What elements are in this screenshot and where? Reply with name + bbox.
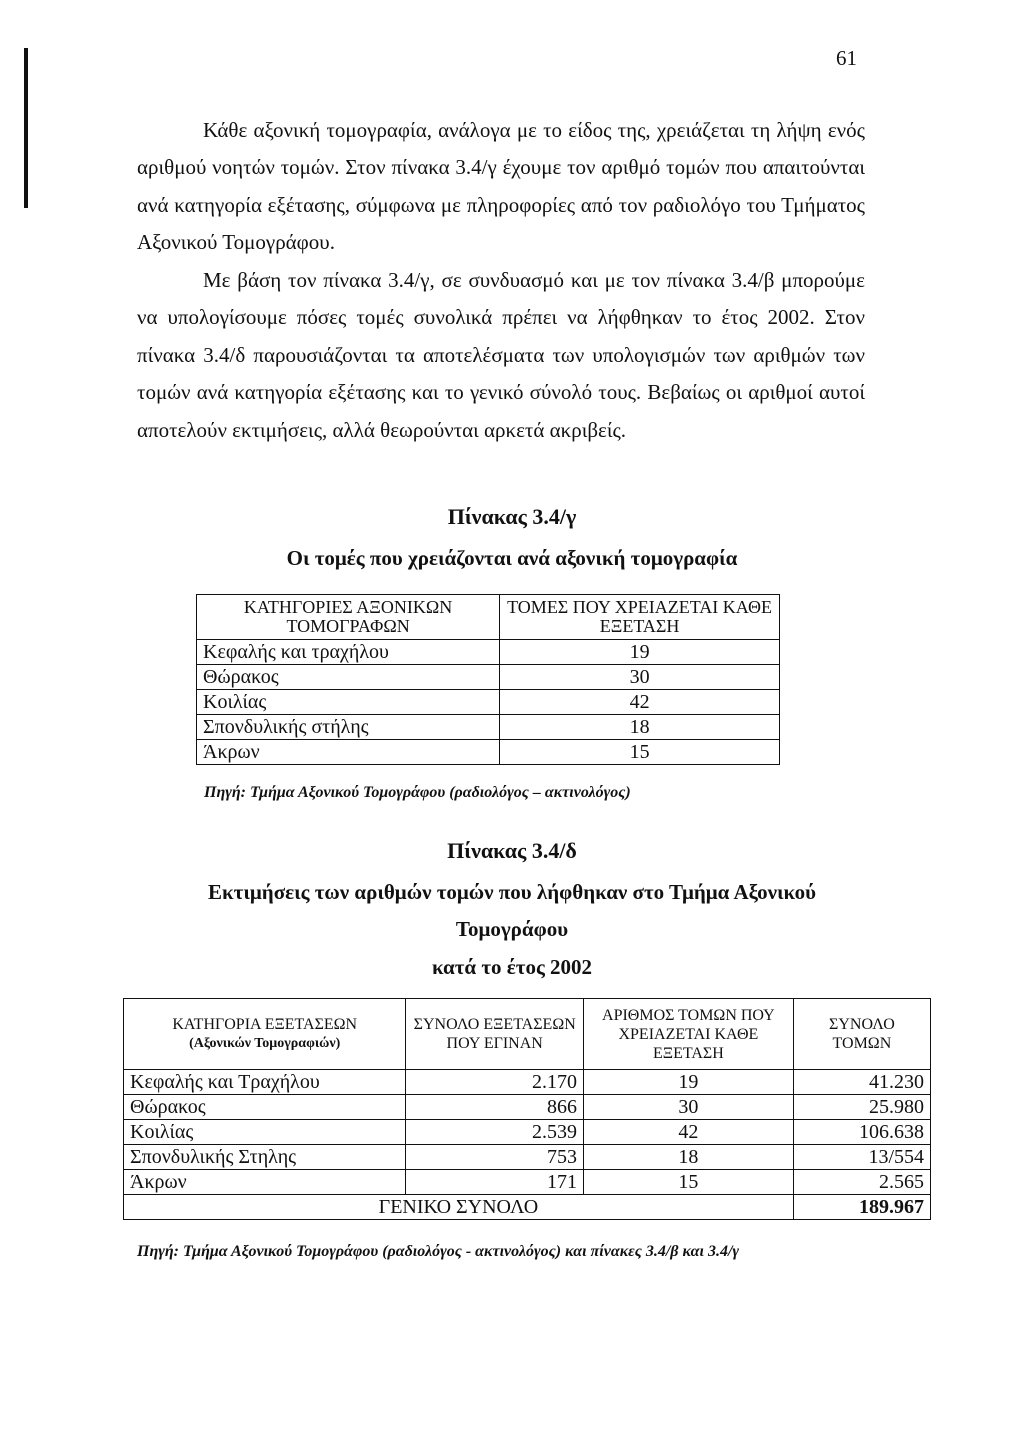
table-cell: Κοιλίας — [197, 690, 500, 715]
table-cell: Κεφαλής και Τραχήλου — [124, 1070, 406, 1095]
table-c-title: Οι τομές που χρειάζονται ανά αξονική τομογραφία — [286, 546, 738, 570]
table-cell: Άκρων — [124, 1170, 406, 1195]
table-cell: Κεφαλής και τραχήλου — [197, 640, 500, 665]
table-d-title-line1: Εκτιμήσεις των αριθμών τομών που λήφθηκαν στο Τμήμα Αξονικού — [208, 880, 816, 904]
table-cell: 18 — [583, 1145, 793, 1170]
table-cell: 42 — [500, 690, 780, 715]
table-cell: 753 — [406, 1145, 584, 1170]
table-d-header-slices-per-exam: ΑΡΙΘΜΟΣ ΤΟΜΩΝ ΠΟΥ ΧΡΕΙΑΖΕΤΑΙ ΚΑΘΕ ΕΞΕΤΑΣΗ — [583, 999, 793, 1070]
table-cell: Σπονδυλικής στήλης — [197, 715, 500, 740]
table-d-header-category-main: ΚΑΤΗΓΟΡΙΑ ΕΞΕΤΑΣΕΩΝ — [172, 1016, 358, 1033]
table-row — [124, 1095, 931, 1120]
table-c-source: Πηγή: Τμήμα Αξονικού Τομογράφου (ραδιολόγος – ακτινολόγος) — [204, 784, 631, 801]
table-row — [197, 740, 780, 765]
table-c — [196, 594, 780, 765]
table-cell: 18 — [500, 715, 780, 740]
table-cell: 2.539 — [406, 1120, 584, 1145]
table-d-header-exams: ΣΥΝΟΛΟ ΕΞΕΤΑΣΕΩΝ ΠΟΥ ΕΓΙΝΑΝ — [406, 999, 584, 1070]
page-number: 61 — [836, 46, 857, 70]
table-d-header-category-sub: (Αξονικών Τομογραφιών) — [189, 1036, 341, 1051]
table-cell: 41.230 — [793, 1070, 930, 1095]
table-d-title-line2: Τομογράφου — [455, 917, 569, 941]
paragraph-calculation — [137, 262, 865, 449]
table-d-total-value: 189.967 — [793, 1195, 930, 1220]
table-c-label: Πίνακας 3.4/γ — [447, 504, 577, 529]
table-cell: Θώρακος — [197, 665, 500, 690]
table-cell: 2.170 — [406, 1070, 584, 1095]
table-cell: 171 — [406, 1170, 584, 1195]
table-row — [197, 640, 780, 665]
table-cell: 15 — [583, 1170, 793, 1195]
table-row — [124, 1170, 931, 1195]
table-cell: 13/554 — [793, 1145, 930, 1170]
table-total-row — [124, 1195, 931, 1220]
table-cell: 2.565 — [793, 1170, 930, 1195]
table-cell: 106.638 — [793, 1120, 930, 1145]
paragraph-calculation-text: Με βάση τον πίνακα 3.4/γ, σε συνδυασμό και με τον πίνακα 3.4/β μπορούμε να υπολογίσουμε πόσες τομές συνολικά πρέπει να λήφθηκαν το έτος 2002. Στον πίνακα 3.4/δ παρουσιάζονται τα αποτελέσματα των υπολογισμών των αριθμών των τομών ανά κατηγορία εξέτασης και το γενικό σύνολό τους. Βεβαίως οι αριθμοί αυτοί αποτελούν εκτιμήσεις, αλλά θεωρούνται αρκετά ακριβείς. — [137, 268, 865, 442]
table-c-header-slices: ΤΟΜΕΣ ΠΟΥ ΧΡΕΙΑΖΕΤΑΙ ΚΑΘΕ ΕΞΕΤΑΣΗ — [500, 595, 780, 640]
table-cell: Θώρακος — [124, 1095, 406, 1120]
table-cell: 866 — [406, 1095, 584, 1120]
paragraph-intro-text: Κάθε αξονική τομογραφία, ανάλογα με το είδος της, χρειάζεται τη λήψη ενός αριθμού νοητών τομών. Στον πίνακα 3.4/γ έχουμε τον αριθμό τομών που απαιτούνται ανά κατηγορία εξέτασης, σύμφωνα με πληροφορίες από τον ραδιολόγο του Τμήματος Αξονικού Τομογράφου. — [137, 118, 865, 255]
table-cell: 19 — [583, 1070, 793, 1095]
table-d-source: Πηγή: Τμήμα Αξονικού Τομογράφου (ραδιολόγος - ακτινολόγος) και πίνακες 3.4/β και 3.4/γ — [137, 1243, 740, 1260]
table-row — [124, 1145, 931, 1170]
table-row — [197, 690, 780, 715]
table-cell: 15 — [500, 740, 780, 765]
table-d-header-category — [124, 999, 406, 1070]
table-row — [124, 1070, 931, 1095]
table-cell: Άκρων — [197, 740, 500, 765]
table-c-header-category: ΚΑΤΗΓΟΡΙΕΣ ΑΞΟΝΙΚΩΝ ΤΟΜΟΓΡΑΦΩΝ — [197, 595, 500, 640]
table-cell: 25.980 — [793, 1095, 930, 1120]
table-row — [124, 1120, 931, 1145]
table-d-label: Πίνακας 3.4/δ — [447, 838, 577, 863]
paragraph-intro — [137, 112, 865, 262]
table-d-title-line3: κατά το έτος 2002 — [431, 955, 593, 979]
table-d-total-label: ΓΕΝΙΚΟ ΣΥΝΟΛΟ — [124, 1195, 794, 1220]
table-row — [197, 715, 780, 740]
table-cell: Κοιλίας — [124, 1120, 406, 1145]
table-d-header-total-slices: ΣΥΝΟΛΟ ΤΟΜΩΝ — [793, 999, 930, 1070]
table-cell: 42 — [583, 1120, 793, 1145]
table-row — [197, 665, 780, 690]
table-cell: 30 — [500, 665, 780, 690]
table-cell: 30 — [583, 1095, 793, 1120]
table-d — [123, 998, 931, 1220]
table-cell: 19 — [500, 640, 780, 665]
margin-bar — [24, 48, 28, 208]
table-cell: Σπονδυλικής Στηλης — [124, 1145, 406, 1170]
